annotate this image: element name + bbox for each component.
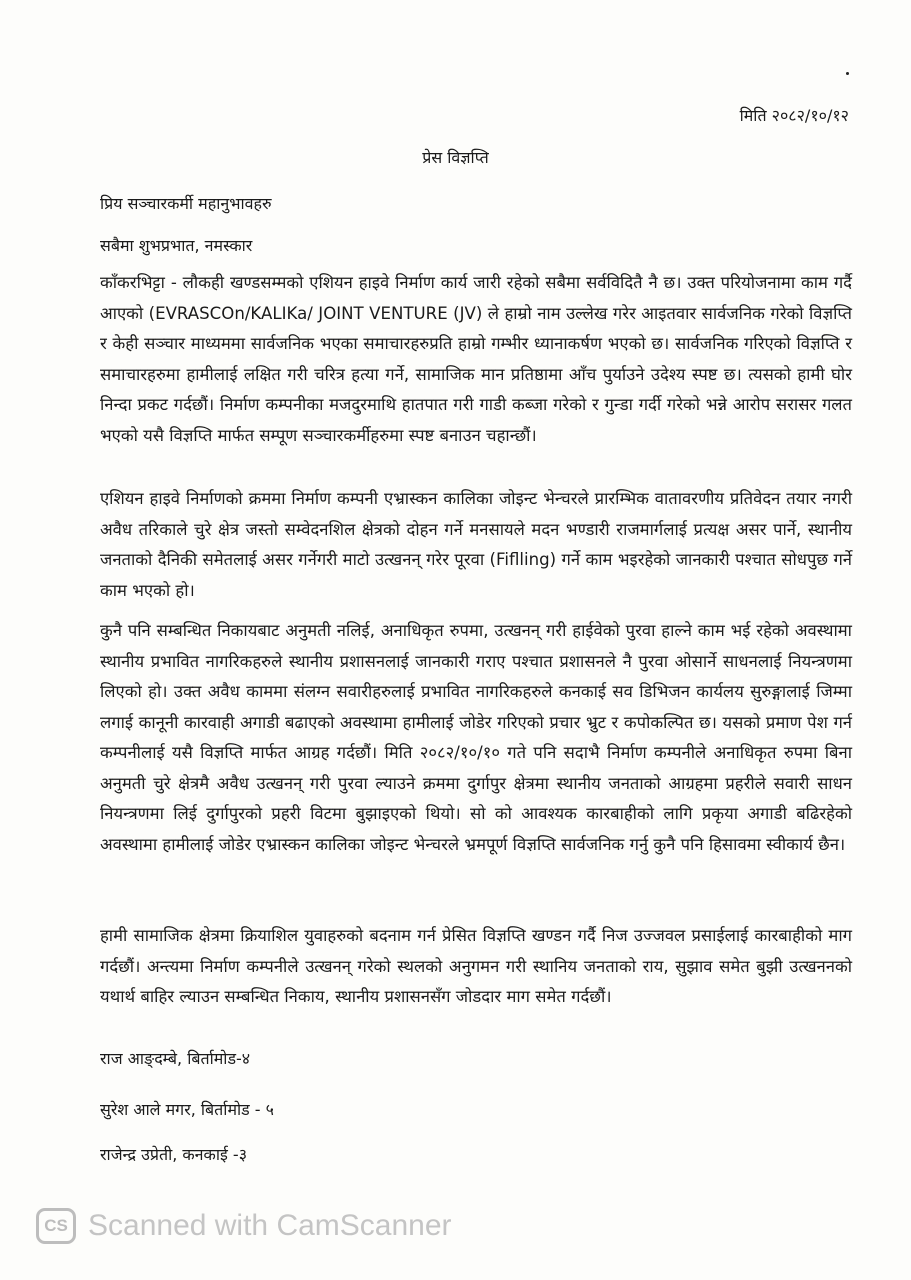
camscanner-watermark: [36, 1205, 452, 1247]
ink-dot: [846, 72, 849, 75]
signatory-3: राजेन्द्र उप्रेती, कनकाई -३: [100, 1145, 248, 1164]
greeting: सबैमा शुभप्रभात, नमस्कार: [100, 236, 253, 255]
signatory-1: राज आङ्दम्बे, बिर्तामोड-४: [100, 1049, 251, 1068]
paragraph-3: कुनै पनि सम्बन्धित निकायबाट अनुमती नलिई, अनाधिकृत रुपमा, उत्खनन् गरी हाईवेको पुरवा हाल्ने काम भई रहेको अवस्थामा स्थानीय प्रभावित नागरिकहरुले स्थानीय प्रशासनलाई जानकारी गराए पश्चात प्रशासनले नै पुरवा ओसार्ने साधनलाई नियन्त्रणमा लिएको हो। उक्त अवैध काममा संलग्न सवारीहरुलाई प्रभावित नागरिकहरुले कनकाई सव डिभिजन कार्यलय सुरुङ्गालाई जिम्मा लगाई कानूनी कारवाही अगाडी बढाएको अवस्थामा हामीलाई जोडेर गरिएको प्रचार भ्रुट र कपोकल्पित छ। यसको प्रमाण पेश गर्न कम्पनीलाई यसै विज्ञप्ति मार्फत आग्रह गर्दछौं। मिति २०८२/१०/१० गते पनि सदाभै निर्माण कम्पनीले अनाधिकृत रुपमा बिना अनुमती चुरे क्षेत्रमै अवैध उत्खनन् गरी पुरवा ल्याउने क्रममा दुर्गापुर क्षेत्रमा स्थानीय जनताको आग्रहमा प्रहरीले सवारी साधन नियन्त्रणमा लिई दुर्गापुरको प्रहरी विटमा बुझाइएको थियो। सो को आवश्यक कारबाहीको लागि प्रकृया अगाडी बढिरहेको अवस्थामा हामीलाई जोडेर एभ्रास्कन कालिका जोइन्ट भेन्चरले भ्रमपूर्ण विज्ञप्ति सार्वजनिक गर्नु कुनै पनि हिसावमा स्वीकार्य छैन।: [100, 621, 852, 854]
release-date: मिति २०८२/१०/१२: [739, 106, 849, 125]
paragraph-1: काँकरभिट्टा - लौकही खण्डसम्मको एशियन हाइवे निर्माण कार्य जारी रहेको सबैमा सर्वविदितै नै छ। उक्त परियोजनामा काम गर्दै आएको (EVRASCOn/KALIKa/ JOINT VENTURE (JV) ले हाम्रो नाम उल्लेख गरेर आइतवार सार्वजनिक गरेको विज्ञप्ति र केही सञ्चार माध्यममा सार्वजनिक भएका समाचारहरुप्रति हाम्रो गम्भीर ध्यानाकर्षण भएको छ। सार्वजनिक गरिएको विज्ञप्ति र समाचारहरुमा हामीलाई लक्षित गरी चरित्र हत्या गर्ने, सामाजिक मान प्रतिष्ठामा आँच पुर्याउने उदेश्य स्पष्ट छ। त्यसको हामी घोर निन्दा प्रकट गर्दछौं। निर्माण कम्पनीका मजदुरमाथि हातपात गरी गाडी कब्जा गरेको र गुन्डा गर्दी गरेको भन्ने आरोप सरासर गलत भएको यसै विज्ञप्ति मार्फत सम्पूण सञ्चारकर्मीहरुमा स्पष्ट बनाउन चहान्छौं।: [100, 273, 852, 445]
camscanner-logo-icon: CS: [36, 1208, 76, 1244]
signatory-2: सुरेश आले मगर, बिर्तामोड - ५: [100, 1100, 274, 1119]
document-title: प्रेस विज्ञप्ति: [422, 148, 489, 167]
salutation: प्रिय सञ्चारकर्मी महानुभावहरु: [100, 194, 272, 213]
paragraph-2: एशियन हाइवे निर्माणको क्रममा निर्माण कम्पनी एभ्रास्कन कालिका जोइन्ट भेन्चरले प्रारम्भिक वातावरणीय प्रतिवेदन तयार नगरी अवैध तरिकाले चुरे क्षेत्र जस्तो सम्वेदनशिल क्षेत्रको दोहन गर्ने मनसायले मदन भण्डारी राजमार्गलाई प्रत्यक्ष असर पार्ने, स्थानीय जनताको दैनिकी समेतलाई असर गर्नेगरी माटो उत्खनन् गरेर पूरवा (Fiflling) गर्ने काम भइरहेको जानकारी पश्चात सोधपुछ गर्ने काम भएको हो।: [100, 489, 852, 600]
paragraph-4: हामी सामाजिक क्षेत्रमा क्रियाशिल युवाहरुको बदनाम गर्न प्रेसित विज्ञप्ति खण्डन गर्दै निज उज्जवल प्रसाईलाई कारबाहीको माग गर्दछौं। अन्त्यमा निर्माण कम्पनीले उत्खनन् गरेको स्थलको अनुगमन गरी स्थानिय जनताको राय, सुझाव समेत बुझी उत्खननको यथार्थ बाहिर ल्याउन सम्बन्धित निकाय, स्थानीय प्रशासनसँग जोडदार माग समेत गर्दछौं।: [100, 926, 852, 1006]
watermark-text: Scanned with CamScanner: [88, 1209, 452, 1242]
